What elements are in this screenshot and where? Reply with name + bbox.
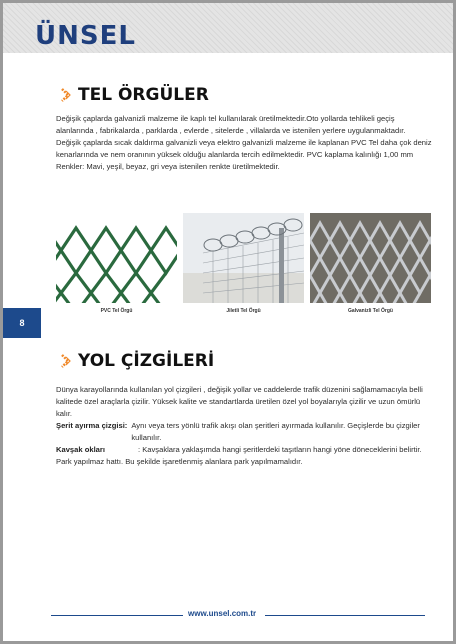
- road-intro: Dünya karayollarında kullanılan yol çizgileri , değişik yollar ve caddelerde trafik düzenini sağlamamacıyla belli kalitede özel araçlarla çizilir. Yüksek kalite ve standartlarda üretilen özel yol boyalarıyla çizilir ve uzun ömürlü kalır.: [56, 385, 423, 418]
- fence-paragraph: Renkler: Mavi, yeşil, beyaz, gri veya istenilen renkte üretilmektedir.: [56, 162, 280, 171]
- photo-caption: Jiletli Tel Örgü: [226, 308, 261, 314]
- footer-website-link[interactable]: www.unsel.com.tr: [188, 609, 257, 618]
- rule-term: Şerit ayırma çizgisi:: [56, 421, 128, 430]
- rule-description: : Kavşaklara yaklaşımda hangi şeritlerdeki taşıtların hangi yöne döneceklerini belirtir.: [138, 445, 422, 454]
- rule-description: Aynı veya ters yönlü trafik akışı olan şeritleri ayırmada kullanılır. Geçişlerde bu çizgiler kullanılır.: [131, 421, 420, 442]
- footer-rule-right: [265, 615, 425, 616]
- rule-lane-separator: [56, 420, 434, 444]
- road-lines-description: [56, 384, 434, 468]
- rule-term: Kavşak okları: [56, 445, 105, 454]
- document-page: [3, 3, 453, 641]
- section-title-fence: TEL ÖRGÜLER: [78, 85, 209, 105]
- photo-caption: PVC Tel Örgü: [100, 308, 133, 314]
- section-title-road-lines: YOL ÇİZGİLERİ: [78, 351, 215, 371]
- fence-description: [56, 113, 434, 173]
- page-number-tab: 8: [3, 308, 41, 338]
- section-arrow-icon: [60, 353, 72, 369]
- section-arrow-icon: [60, 87, 72, 103]
- footer-rule-left: [51, 615, 183, 616]
- photo-pvc-fence: [56, 213, 177, 303]
- fence-paragraph: Değişik çaplarda galvanizli malzeme ile kaplı tel kullanılarak üretilmektedir.Oto yollarda tehlikeli geçiş alanlarında , fabrikalarda , parklarda , evlerde , sitelerde , villalarda ve istenilen yerlere uygulanmaktadır.: [56, 114, 406, 135]
- photo-razor-fence: [183, 213, 304, 303]
- unsel-logo: ÜNSEL: [35, 21, 136, 51]
- photo-caption: Galvanizli Tel Örgü: [348, 308, 393, 314]
- rule-junction-arrows: [56, 444, 434, 456]
- fence-paragraph: Değişik çaplarda sıcak daldırma galvanizli veya elektro galvanizli malzeme ile kaplanan PVC Tel daha çok deniz kenarlarında ve nem oranının yüksek olduğu alanlarda tercih edilmektedir. PVC kaplama kalınlığı 1,00 mm: [56, 138, 432, 159]
- road-closing-note: Park yapılmaz hattı. Bu şekilde işaretlenmiş alanlara park yapılmamalıdır.: [56, 457, 303, 466]
- header-band: [3, 3, 453, 53]
- photo-galvanized-fence: [310, 213, 431, 303]
